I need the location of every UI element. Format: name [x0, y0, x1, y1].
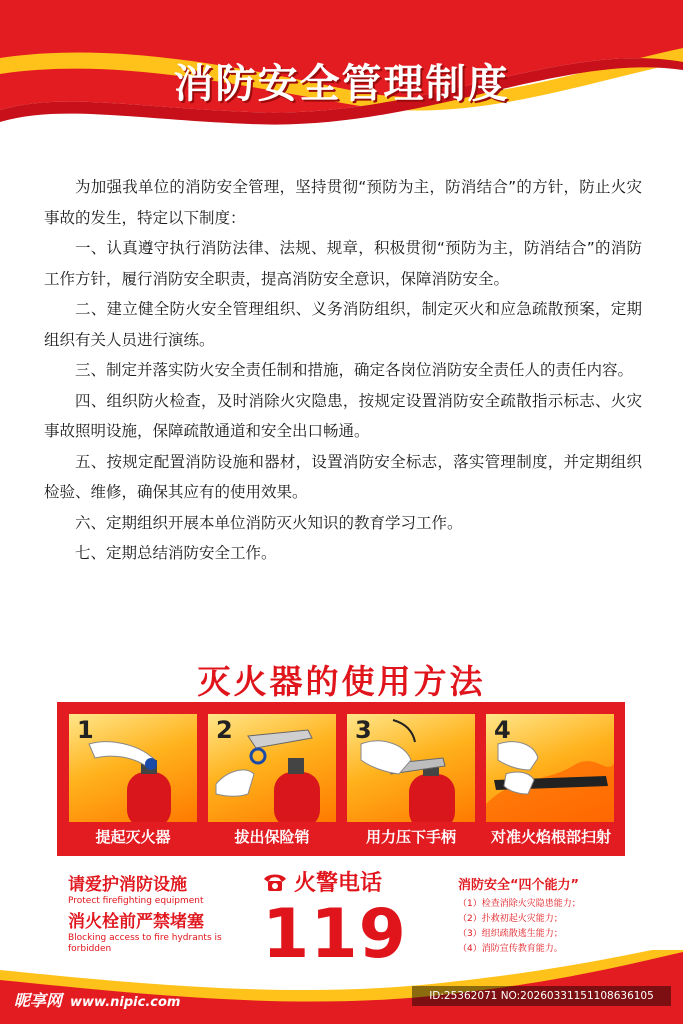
- rule-paragraph: 六、定期组织开展本单位消防灭火知识的教育学习工作。: [75, 513, 463, 532]
- ability-item: （3）组织疏散逃生能力；: [458, 929, 563, 939]
- step-number: 1: [77, 716, 94, 744]
- step-number: 4: [494, 716, 511, 744]
- intro-paragraph: 为加强我单位的消防安全管理，坚持贯彻“预防为主，防消结合”的方针，防止火灾事故的发生，特定以下制度：: [44, 178, 642, 227]
- step-number: 2: [216, 716, 233, 744]
- ability-item: （2）扑救初起火灾能力；: [458, 914, 563, 924]
- step-3-illustration: [347, 714, 475, 822]
- abilities-title: 消防安全“四个能力”: [458, 878, 580, 893]
- care-notice: [68, 874, 258, 959]
- step-4-illustration: [486, 714, 614, 822]
- rule-paragraph: 五、按规定配置消防设施和器材，设置消防安全标志，落实管理制度，并定期组织检验、维修，确保其应有的使用效果。: [44, 452, 642, 501]
- step-2-illustration: [208, 714, 336, 822]
- step-label: 用力压下手柄: [365, 828, 456, 846]
- rule-paragraph: 二、建立健全防火安全管理组织、义务消防组织，制定灭火和应急疏散预案，定期组织有关人员进行演练。: [44, 300, 642, 349]
- telephone-icon: [262, 871, 288, 893]
- hotline-label: 火警电话: [294, 871, 383, 896]
- rule-paragraph: 七、定期总结消防安全工作。: [75, 544, 277, 562]
- watermark-brand: 昵享网: [14, 991, 63, 1010]
- step-label: 对准火焰根部扫射: [490, 828, 611, 846]
- care-line-cn: 请爱护消防设施: [68, 875, 187, 895]
- hotline-label-row: [262, 866, 442, 897]
- care-line-en: Protect firefighting equipment: [68, 896, 204, 906]
- hotline-number: 119: [262, 895, 407, 974]
- watermark-url: www.nipic.com: [70, 995, 181, 1010]
- rule-paragraph: 三、制定并落实防火安全责任制和措施，确定各岗位消防安全责任人的责任内容。: [75, 361, 634, 379]
- step-label: 拔出保险销: [234, 828, 310, 846]
- ability-item: （4）消防宣传教育能力。: [458, 944, 563, 954]
- watermark-logo: [14, 988, 180, 1011]
- step-1-illustration: [69, 714, 197, 822]
- care-line-en: Blocking access to fire hydrants is forbidden: [68, 933, 222, 954]
- step-number: 3: [355, 716, 372, 744]
- extinguisher-section-title: 灭火器的使用方法: [197, 662, 486, 701]
- regulation-body: [44, 172, 642, 569]
- ability-item: （1）检查消除火灾隐患能力；: [458, 899, 581, 909]
- header-banner: [0, 0, 683, 150]
- extinguisher-steps-panel: [57, 702, 625, 856]
- care-line-cn: 消火栓前严禁堵塞: [68, 912, 204, 932]
- page-title: 消防安全管理制度: [173, 61, 510, 107]
- watermark-id-bar: ID:25362071 NO:20260331151108636105: [412, 986, 671, 1006]
- four-abilities: [458, 874, 648, 957]
- step-label: 提起灭火器: [95, 828, 171, 846]
- rule-paragraph: 一、认真遵守执行消防法律、法规、规章，积极贯彻“预防为主，防消结合”的消防工作方针，履行消防安全职责，提高消防安全意识，保障消防安全。: [44, 239, 642, 288]
- rule-paragraph: 四、组织防火检查，及时消除火灾隐患，按规定设置消防安全疏散指示标志、火灾事故照明设施，保障疏散通道和安全出口畅通。: [44, 391, 642, 440]
